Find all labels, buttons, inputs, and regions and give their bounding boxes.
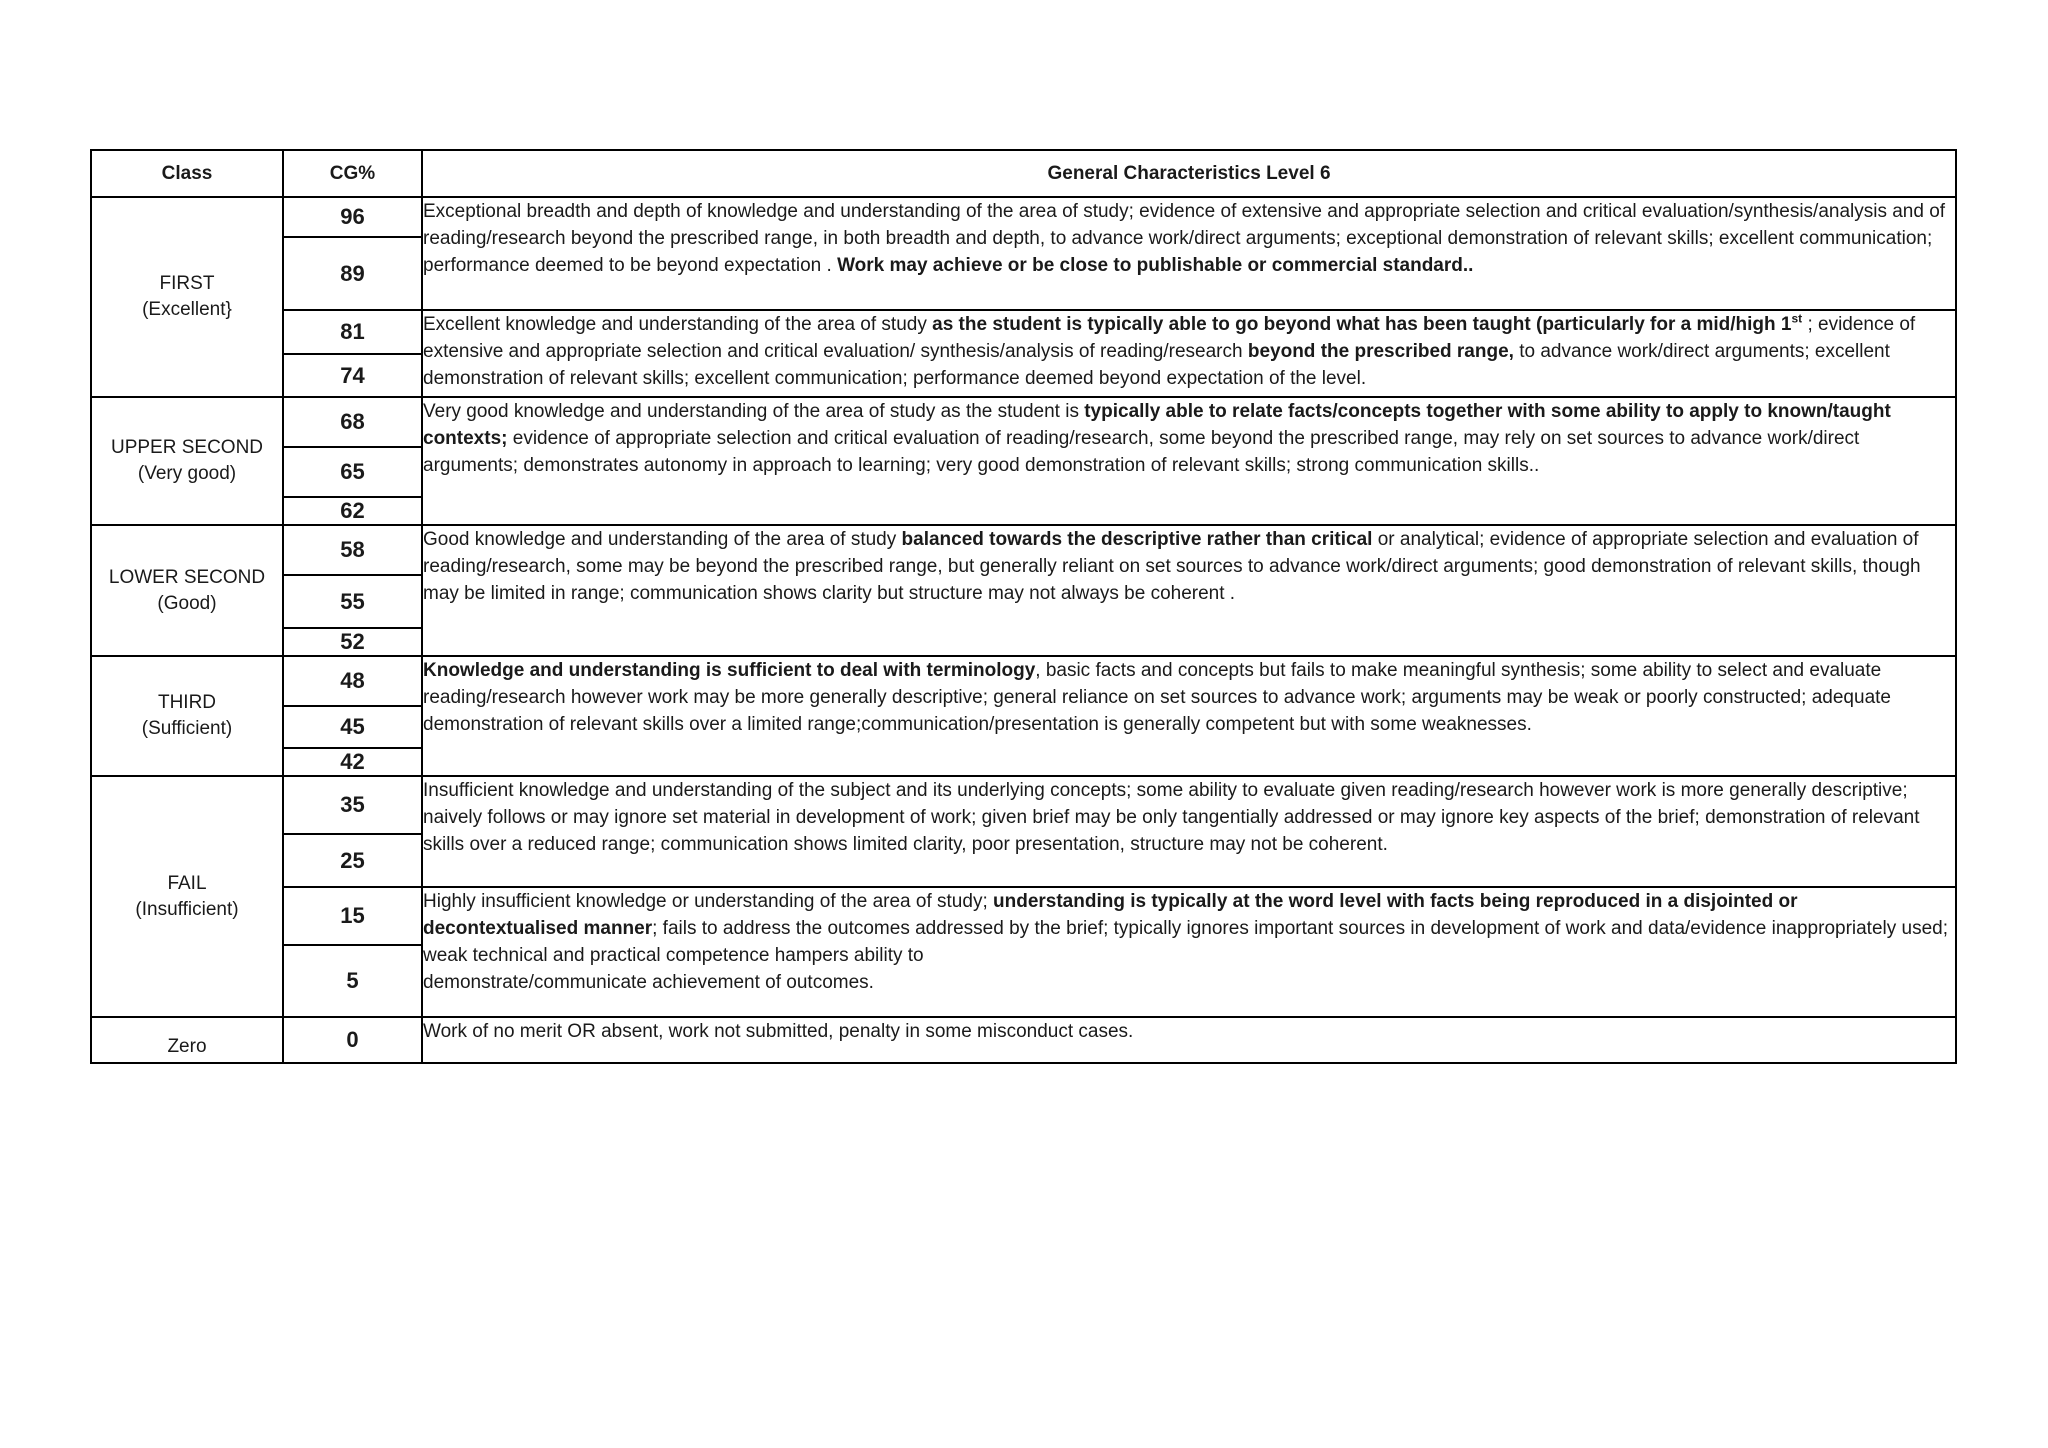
cg-value: 58 (283, 525, 422, 575)
desc-first-low (422, 310, 1956, 397)
desc-text: Excellent knowledge and understanding of the area of study (423, 314, 933, 335)
class-lower-second-label: (Good) (157, 592, 217, 614)
desc-bold-text: Knowledge and understanding is sufficient to deal with terminology (423, 660, 1036, 681)
desc-text: Insufficient knowledge and understanding of the subject and its underlying concepts; some ability to evaluate given reading/research however work is more generally descriptive; naively follows or may ignore set material in development of work; given brief may be only tangentially addressed or may ignore key aspects of the brief; demonstration of relevant skills over a reduced range; communication shows limited clarity, poor presentation, structure may not be coherent. (423, 780, 1920, 855)
table-row (91, 310, 1956, 354)
class-first-name: FIRST (159, 273, 215, 294)
desc-bold-text: beyond the prescribed range, (1247, 341, 1514, 362)
class-upper-second-label: (Very good) (137, 463, 237, 484)
table-row (91, 397, 1956, 447)
class-fail (91, 776, 283, 1017)
class-fail-name: FAIL (167, 872, 207, 894)
desc-text: Highly insufficient knowledge or understanding of the area of study; (423, 891, 993, 912)
cg-value: 55 (283, 575, 422, 628)
desc-text: Exceptional breadth and depth of knowledge and understanding of the area of study; evidence of extensive and appropriate selection and critical evaluation/synthesis/analysis and of reading/research beyond the prescribed range, in both breadth and depth, to advance work/direct arguments; exceptional demonstration of relevant skills; excellent communication; performance deemed to be beyond expectation . (423, 201, 1946, 276)
desc-superscript: st (1791, 311, 1803, 326)
desc-text: Good knowledge and understanding of the area of study (423, 529, 902, 550)
desc-bold-text: balanced towards the descriptive rather than critical (901, 529, 1373, 550)
desc-text: Work of no merit OR absent, work not submitted, penalty in some misconduct cases. (423, 1021, 1134, 1042)
desc-lower-second (422, 525, 1956, 656)
desc-text: evidence of appropriate selection and critical evaluation of reading/research, some beyond the prescribed range, may rely on set sources to advance work/direct arguments; demonstrates autonomy in approach to learning; very good demonstration of relevant skills; strong communication skills.. (423, 428, 1860, 476)
desc-text: ; fails to address the outcomes addressed by the brief; typically ignores important sources in development of work and data/evidence inappropriately used; weak technical and practical competence hampers ability to (423, 918, 1949, 966)
header-class: Class (91, 150, 283, 197)
class-first-label: (Excellent} (142, 299, 232, 320)
desc-text: demonstrate/communicate achievement of outcomes. (423, 972, 874, 993)
table-row (91, 1017, 1956, 1063)
class-first (91, 197, 283, 397)
desc-bold-text: typically able to relate facts/concepts together with some ability to apply to known/taught contexts; (423, 401, 1891, 449)
grading-criteria-table (90, 149, 1957, 1064)
desc-text: , basic facts and concepts but fails to make meaningful synthesis; some ability to select and evaluate reading/research however work may be more generally descriptive; general reliance on set sources to advance work; arguments may be weak or poorly constructed; adequate demonstration of relevant skills over a limited range;communication/presentation is generally competent but with some weaknesses. (423, 660, 1891, 735)
cg-value: 5 (283, 945, 422, 1017)
class-fail-label: (Insufficient) (135, 898, 239, 920)
desc-text: Very good knowledge and understanding of the area of study as the student is (423, 401, 1085, 422)
cg-value: 89 (283, 237, 422, 310)
desc-fail-high (422, 776, 1956, 887)
desc-third (422, 656, 1956, 776)
class-zero-name: Zero (167, 1036, 207, 1057)
desc-zero (422, 1017, 1956, 1063)
cg-value: 52 (283, 628, 422, 656)
cg-value: 74 (283, 354, 422, 397)
cg-value: 48 (283, 656, 422, 706)
desc-text: to advance work/direct arguments; excellent demonstration of relevant skills; excellent communication; performance deemed beyond expectation of the level. (423, 341, 1890, 389)
cg-value: 0 (283, 1017, 422, 1063)
header-general-characteristics: General Characteristics Level 6 (422, 150, 1956, 197)
desc-text: ; evidence of extensive and appropriate selection and critical evaluation/ synthesis/analysis of reading/research (423, 314, 1916, 362)
desc-upper-second (422, 397, 1956, 525)
table-row (91, 656, 1956, 706)
class-third-name: THIRD (157, 692, 217, 713)
desc-text: or analytical; evidence of appropriate selection and evaluation of reading/research, some may be beyond the prescribed range, but generally reliant on set sources to advance work/direct arguments; good demonstration of relevant skills, though may be limited in range; communication shows clarity but structure may not always be coherent . (423, 529, 1921, 604)
cg-value: 45 (283, 706, 422, 748)
cg-value: 42 (283, 748, 422, 776)
cg-value: 65 (283, 447, 422, 497)
desc-fail-low (422, 887, 1956, 1017)
cg-value: 96 (283, 197, 422, 237)
table-row (91, 197, 1956, 237)
cg-value: 15 (283, 887, 422, 945)
class-lower-second (91, 525, 283, 656)
desc-bold-text: Work may achieve or be close to publishable or commercial standard.. (837, 255, 1474, 276)
table-row (91, 887, 1956, 945)
desc-bold-text: as the student is typically able to go beyond what has been taught (particularly for a mid/high 1 (932, 314, 1792, 335)
grading-criteria-document (90, 149, 1957, 1064)
class-zero (91, 1017, 283, 1063)
table-row (91, 776, 1956, 834)
cg-value: 35 (283, 776, 422, 834)
desc-bold-text: understanding is typically at the word level with facts being reproduced in a disjointed or decontextualised manner (423, 891, 1798, 939)
class-third (91, 656, 283, 776)
class-upper-second (91, 397, 283, 525)
class-lower-second-name: LOWER SECOND (108, 566, 266, 588)
header-cg-percent: CG% (283, 150, 422, 197)
cg-value: 62 (283, 497, 422, 525)
cg-value: 68 (283, 397, 422, 447)
table-row (91, 525, 1956, 575)
table-header-row (91, 150, 1956, 197)
cg-value: 81 (283, 310, 422, 354)
class-third-label: (Sufficient) (141, 718, 233, 739)
cg-value: 25 (283, 834, 422, 887)
class-upper-second-name: UPPER SECOND (110, 437, 264, 458)
desc-first-high (422, 197, 1956, 310)
